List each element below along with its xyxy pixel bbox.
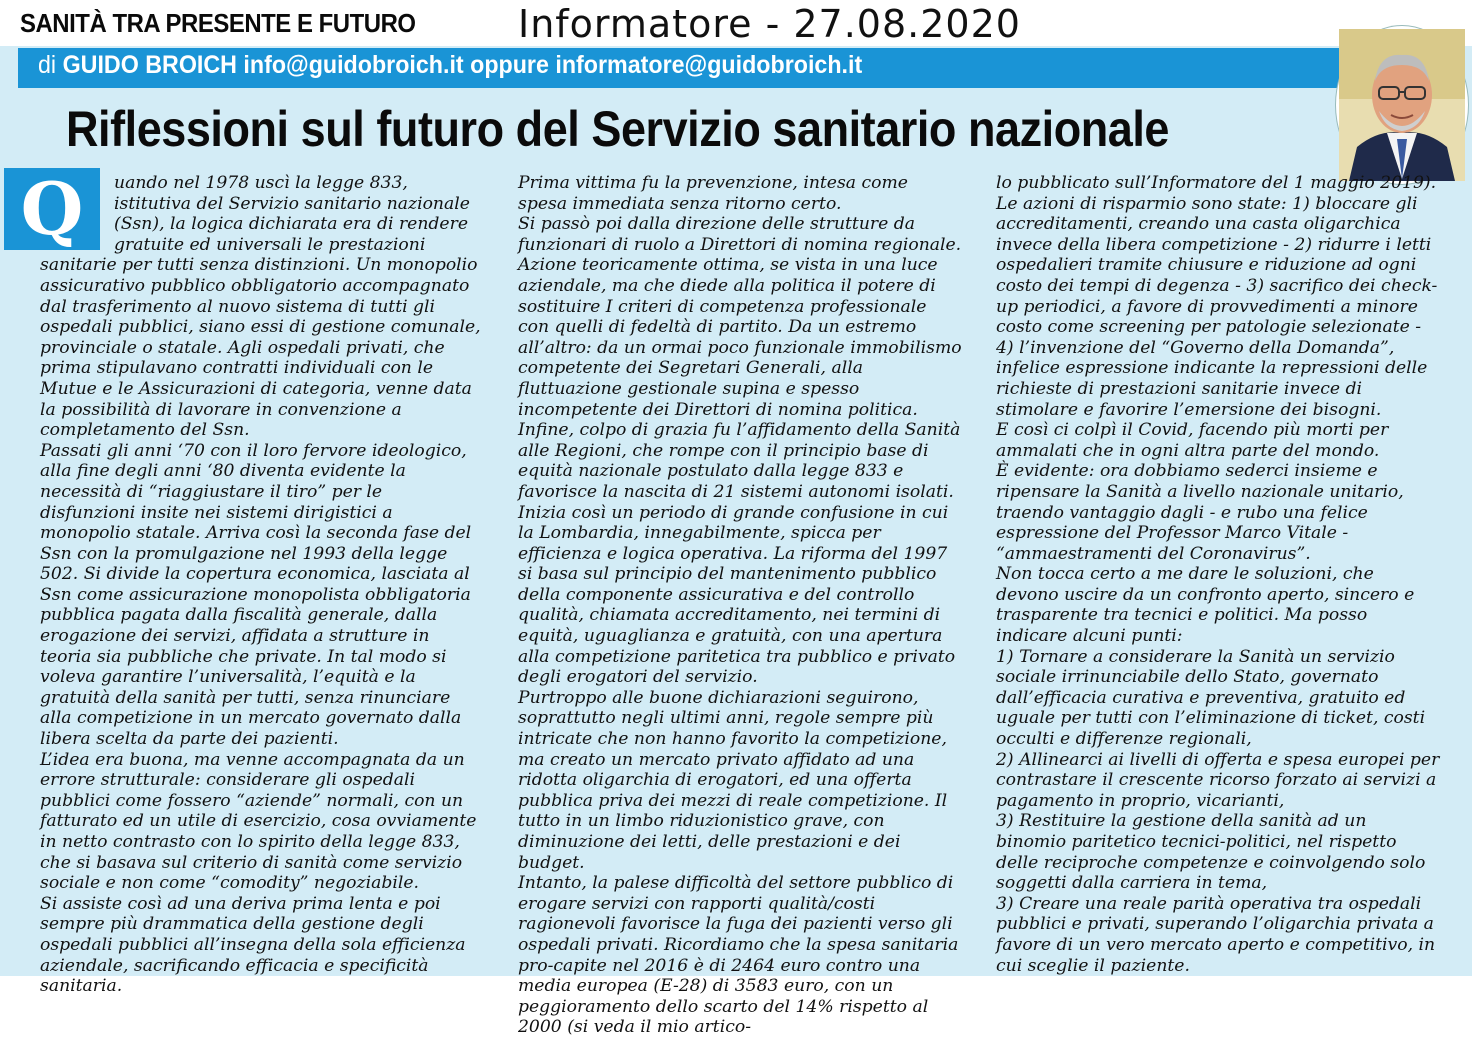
paragraph: lo pubblicato sull’Informatore del 1 maggio 2019).: [996, 173, 1437, 193]
article-column-1: [20, 166, 482, 997]
paragraph: Non tocca certo a me dare le soluzioni, che devono uscire da un confronto aperto, sincero e trasparente tra tecnici e politici. Ma posso indicare alcuni punti:: [996, 564, 1415, 647]
paragraph: Infine, colpo di grazia fu l’affidamento della Sanità alle Regioni, che rompe con il principio base di equità nazionale postulato dalla legge 833 e favorisce la nascita di 21 sistemi autonomi isolati.: [518, 420, 961, 502]
paragraph: Purtroppo alle buone dichiarazioni seguirono, soprattutto negli ultimi anni, regole sempre più intricate che non hanno favorito la competizione, ma creato un mercato privato affidato ad una ridotta oligarchia di erogatori, ed una offerta pubblica priva dei mezzi di reale competizione. Il tutto in un limbo riduzionistico grave, con diminuzione dei letti, delle prestazioni e dei budget.: [518, 687, 948, 873]
paragraph: Inizia così un periodo di grande confusione in cui la Lombardia, innegabilmente, spicca per efficienza e logica operativa. La riforma del 1997 si basa sul principio del mantenimento pubblico della componente assicurativa e del controllo qualità, chiamata accreditamento, nei termini di equità, uguaglianza e gratuità, con una apertura alla competizione paritetica tra pubblico e privato degli erogatori del servizio.: [518, 502, 956, 688]
paragraph: Si passò poi dalla direzione delle strutture da funzionari di ruolo a Direttori di nomina regionale. Azione teoricamente ottima, se vista in una luce aziendale, ma che diede alla politica il potere di sostituire I criteri di competenza professionale con quelli di fedeltà di partito. Da un estremo all’altro: da un ormai poco funzionale immobilismo competente dei Segretari Generali, alla fluttuazione gestionale supina e spesso incompetente dei Direttori di nomina politica.: [518, 214, 962, 420]
paragraph: L’idea era buona, ma venne accompagnata da un errore strutturale: considerare gli ospedali pubblici come fossero “aziende” normali, con un fatturato ed un utile di esercizio, cosa ovviamente in netto contrasto con lo spirito della legge 833, che si basava sul criterio di sanità come servizio sociale e non come “comodity” negoziabile.: [40, 749, 477, 894]
paragraph: 2) Allinearci ai livelli di offerta e spesa europei per contrastare il crescente ricorso forzato ai servizi a pagamento in proprio, vicarianti,: [996, 749, 1440, 811]
article-column-2: [518, 173, 962, 1038]
article-headline: Riflessioni sul futuro del Servizio sanitario nazionale: [66, 101, 1169, 157]
paragraph: Intanto, la palese difficoltà del settore pubblico di erogare servizi con rapporti qualità/costi ragionevoli favorisce la fuga dei pazienti verso gli ospedali privati. Ricordiamo che la spesa sanitaria pro-capite nel 2016 è di 2464 euro contro una media europea (E-28) di 3583 euro, con un peggioramento dello scarto del 14% rispetto al 2000 (si veda il mio artico-: [518, 873, 959, 1038]
paragraph: Passati gli anni ‘70 con il loro fervore ideologico, alla fine degli anni ‘80 diventa evidente la necessità di “riaggiustare il tiro” per le disfunzioni insite nei sistemi dirigistici a monopolio statale. Arriva così la seconda fase del Ssn con la promulgazione nel 1993 della legge 502. Si divide la copertura economica, lasciata al Ssn come assicurazione monopolista obbligatoria pubblica pagata dalla fiscalità generale, dalla erogazione dei servizi, affidata a strutture in teoria sia pubbliche che private. In tal modo si voleva garantire l’universalità, l’equità e la gratuità della sanità per tutti, senza rinunciare alla competizione in un mercato governato dalla libera scelta da parte dei pazienti.: [40, 440, 472, 750]
author-contacts: info@guidobroich.it oppure informatore@guidobroich.it: [243, 51, 863, 79]
author-line: [38, 51, 862, 80]
paragraph: 3) Restituire la gestione della sanità ad un binomio paritetico tecnici-politici, nel rispetto delle reciproche competenze e coinvolgendo solo soggetti dalla carriera in tema,: [996, 811, 1426, 894]
author-name: GUIDO BROICH: [62, 51, 237, 79]
paragraph: uando nel 1978 uscì la legge 833, istitutiva del Servizio sanitario nazionale (Ssn), la logica dichiarata era di rendere gratuite ed universali le prestazioni sanitarie per tutti senza distinzioni. Un monopolio assicurativo pubblico obbligatorio accompagnato dal trasferimento al nuovo sistema di tutti gli ospedali pubblici, siano essi di gestione comunale, provinciale o statale. Agli ospedali privati, che prima stipulavano contratti individuali con le Mutue e le Assicurazioni di categoria, venne data la possibilità di lavorare in convenzione a completamento del Ssn.: [40, 173, 481, 441]
paragraph: E così ci colpì il Covid, facendo più morti per ammalati che in ogni altra parte del mondo.: [996, 420, 1389, 461]
article-column-3: [996, 173, 1440, 976]
author-portrait-image: [1339, 29, 1465, 181]
top-band: [0, 0, 1472, 46]
paragraph: Prima vittima fu la prevenzione, intesa come spesa immediata senza ritorno certo.: [518, 173, 908, 214]
paragraph: 3) Creare una reale parità operativa tra ospedali pubblici e privati, superando l’oligarchia privata a favore di un vero mercato aperto e competitivo, in cui sceglie il paziente.: [996, 893, 1436, 976]
paragraph: Le azioni di risparmio sono state: 1) bloccare gli accreditamenti, creando una casta oligarchica invece della libera competizione - 2) ridurre i letti ospedalieri tramite chiusure e riduzione ad ogni costo dei tempi di degenza - 3) sacrifico dei check-up periodici, a favore di provvedimenti a minore costo come screening per patologie selezionate - 4) l’invenzione del “Governo della Domanda”, infelice espressione indicante la repressioni delle richieste di prestazioni sanitarie invece di stimolare e favorire l’emersione dei bisogni.: [996, 193, 1438, 420]
paragraph: Si assiste così ad una deriva prima lenta e poi sempre più drammatica della gestione degli ospedali pubblici all’insegna della sola efficienza aziendale, sacrificando efficacia e specificità sanitaria.: [40, 893, 466, 997]
date-stamp: Informatore - 27.08.2020: [518, 2, 1021, 46]
paragraph: È evidente: ora dobbiamo sederci insieme e ripensare la Sanità a livello nazionale unitario, traendo vantaggio dagli - e rubo una felice espressione del Professor Marco Vitale - “ammaestramenti del Coronavirus”.: [996, 461, 1404, 564]
section-title: SANITÀ TRA PRESENTE E FUTURO: [20, 8, 416, 38]
author-photo: [1336, 26, 1468, 184]
paragraph: 1) Tornare a considerare la Sanità un servizio sociale irrinunciabile dello Stato, governato dall’efficacia curativa e preventiva, gratuito ed uguale per tutti con l’eliminazione di ticket, costi occulti e differenze regionali,: [996, 646, 1426, 750]
author-prefix: di: [38, 51, 57, 79]
author-bar: [18, 48, 1342, 88]
drop-cap: Q: [4, 168, 100, 250]
